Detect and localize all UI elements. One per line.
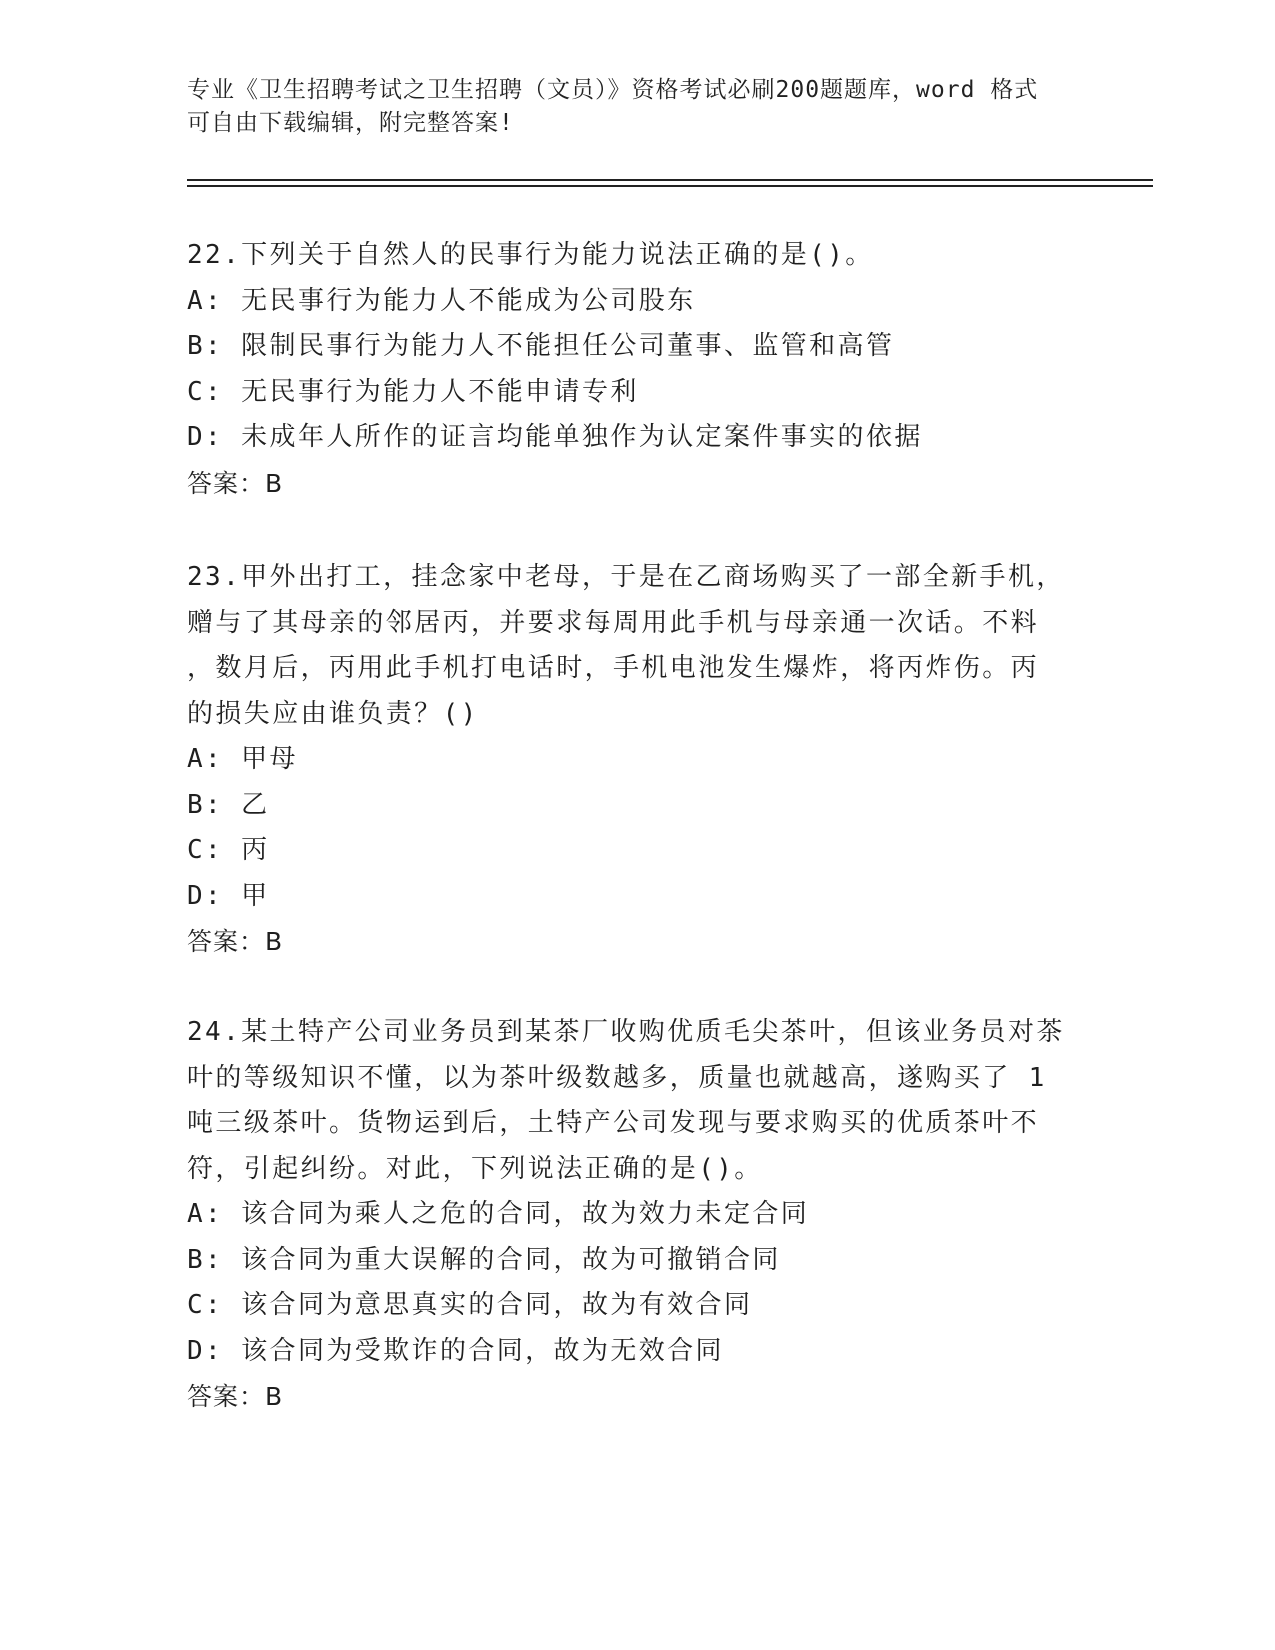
- question-stem-line: 23.甲外出打工，挂念家中老母，于是在乙商场购买了一部全新手机，: [187, 562, 1065, 592]
- answer-line: 答案：B: [187, 468, 284, 498]
- header-line: 可自由下载编辑，附完整答案!: [187, 110, 514, 136]
- question-stem-line: 的损失应由谁负责？(): [187, 698, 479, 729]
- question-stem-line: 24.某土特产公司业务员到某茶厂收购优质毛尖茶叶，但该业务员对茶: [187, 1017, 1065, 1047]
- question-stem: [187, 1010, 1087, 1192]
- question-block: [187, 555, 1087, 965]
- option-d: D: 该合同为受欺诈的合同，故为无效合同: [187, 1335, 724, 1366]
- question-block: [187, 233, 1087, 506]
- answer-line: 答案：B: [187, 1382, 284, 1411]
- question-stem-line: 赠与了其母亲的邻居丙，并要求每周用此手机与母亲通一次话。不料: [187, 607, 1040, 638]
- header-line: 专业《卫生招聘考试之卫生招聘（文员）》资格考试必刷200题题库，word 格式: [187, 77, 1039, 103]
- question-block: [187, 1010, 1087, 1420]
- option-b: B: 乙: [187, 789, 270, 820]
- question-stem-line: 吨三级茶叶。货物运到后，土特产公司发现与要求购买的优质茶叶不: [187, 1108, 1040, 1138]
- question-stem-line: 符，引起纠纷。对此，下列说法正确的是()。: [187, 1153, 763, 1184]
- option-d: D: 未成年人所作的证言均能单独作为认定案件事实的依据: [187, 422, 923, 452]
- option-c: C: 无民事行为能力人不能申请专利: [187, 376, 639, 407]
- question-stem: [187, 555, 1087, 737]
- option-a: A: 甲母: [187, 744, 298, 774]
- question-stem: [187, 233, 1087, 279]
- header-divider-top: [187, 179, 1153, 181]
- option-d: D: 甲: [187, 880, 270, 911]
- option-b: B: 该合同为重大误解的合同，故为可撤销合同: [187, 1244, 781, 1275]
- option-a: A: 该合同为乘人之危的合同，故为效力未定合同: [187, 1199, 810, 1229]
- option-b: B: 限制民事行为能力人不能担任公司董事、监管和高管: [187, 331, 895, 361]
- option-a: A: 无民事行为能力人不能成为公司股东: [187, 285, 696, 316]
- answer-line: 答案：B: [187, 927, 284, 956]
- question-stem-line: 22.下列关于自然人的民事行为能力说法正确的是()。: [187, 240, 874, 270]
- document-header: [187, 74, 1087, 140]
- question-stem-line: ，数月后，丙用此手机打电话时，手机电池发生爆炸，将丙炸伤。丙: [187, 653, 1040, 683]
- question-stem-line: 叶的等级知识不懂，以为茶叶级数越多，质量也就越高，遂购买了 1: [187, 1062, 1047, 1093]
- header-divider-bottom: [187, 185, 1153, 187]
- option-c: C: 丙: [187, 835, 270, 865]
- option-c: C: 该合同为意思真实的合同，故为有效合同: [187, 1290, 753, 1320]
